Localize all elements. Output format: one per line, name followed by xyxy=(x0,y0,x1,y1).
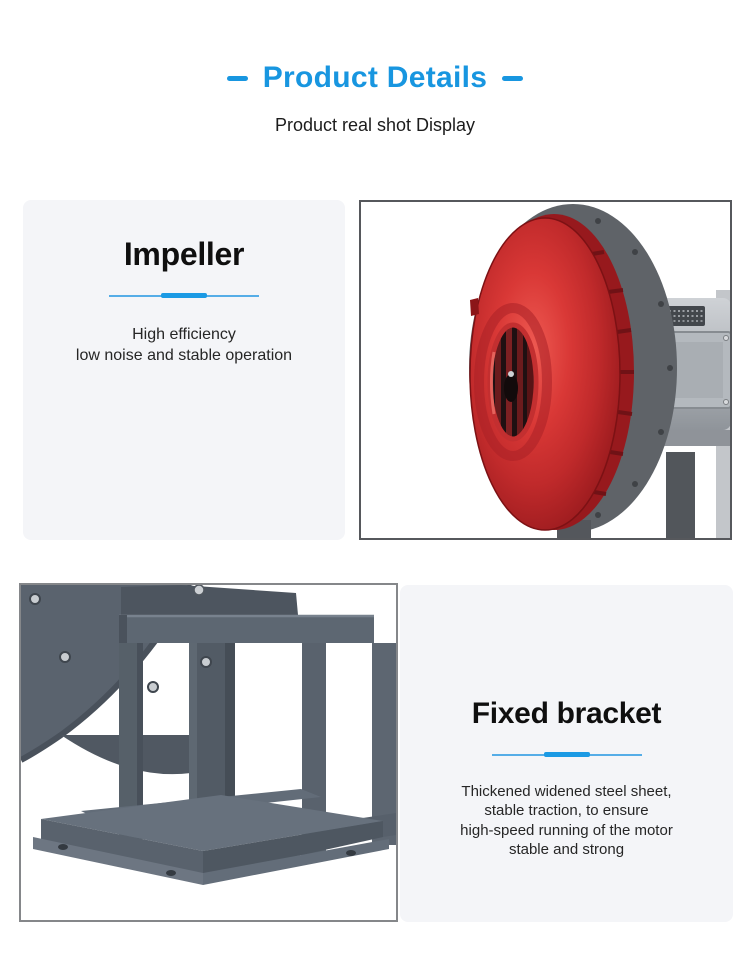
impeller-divider xyxy=(109,293,259,298)
bracket-desc-line: high-speed running of the motor xyxy=(460,821,673,839)
bracket-divider xyxy=(492,752,642,757)
bracket-title: Fixed bracket xyxy=(471,697,662,730)
page-title xyxy=(0,58,750,98)
bracket-divider-bold-segment xyxy=(544,752,590,757)
bracket-description xyxy=(400,782,733,860)
bracket-photo-illustration xyxy=(21,585,396,920)
bracket-desc-line: Thickened widened steel sheet, xyxy=(461,782,672,800)
page-subtitle: Product real shot Display xyxy=(274,115,476,135)
bracket-desc-line: stable and strong xyxy=(508,841,625,858)
impeller-description xyxy=(23,324,345,366)
page-title-text: Product Details xyxy=(262,61,488,94)
bracket-photo xyxy=(19,583,398,922)
impeller-desc-line: low noise and stable operation xyxy=(75,346,293,364)
impeller-text-panel xyxy=(23,200,345,540)
impeller-title: Impeller xyxy=(123,236,245,272)
impeller-divider-bold-segment xyxy=(161,293,207,298)
impeller-desc-line: High efficiency xyxy=(132,325,236,343)
title-dash-left-icon xyxy=(227,76,248,81)
impeller-disc xyxy=(470,218,620,530)
impeller-photo xyxy=(359,200,732,540)
bracket-text-panel xyxy=(400,585,733,922)
title-dash-right-icon xyxy=(502,76,523,81)
bracket-desc-line: stable traction, to ensure xyxy=(484,802,649,819)
impeller-photo-illustration xyxy=(361,202,730,538)
